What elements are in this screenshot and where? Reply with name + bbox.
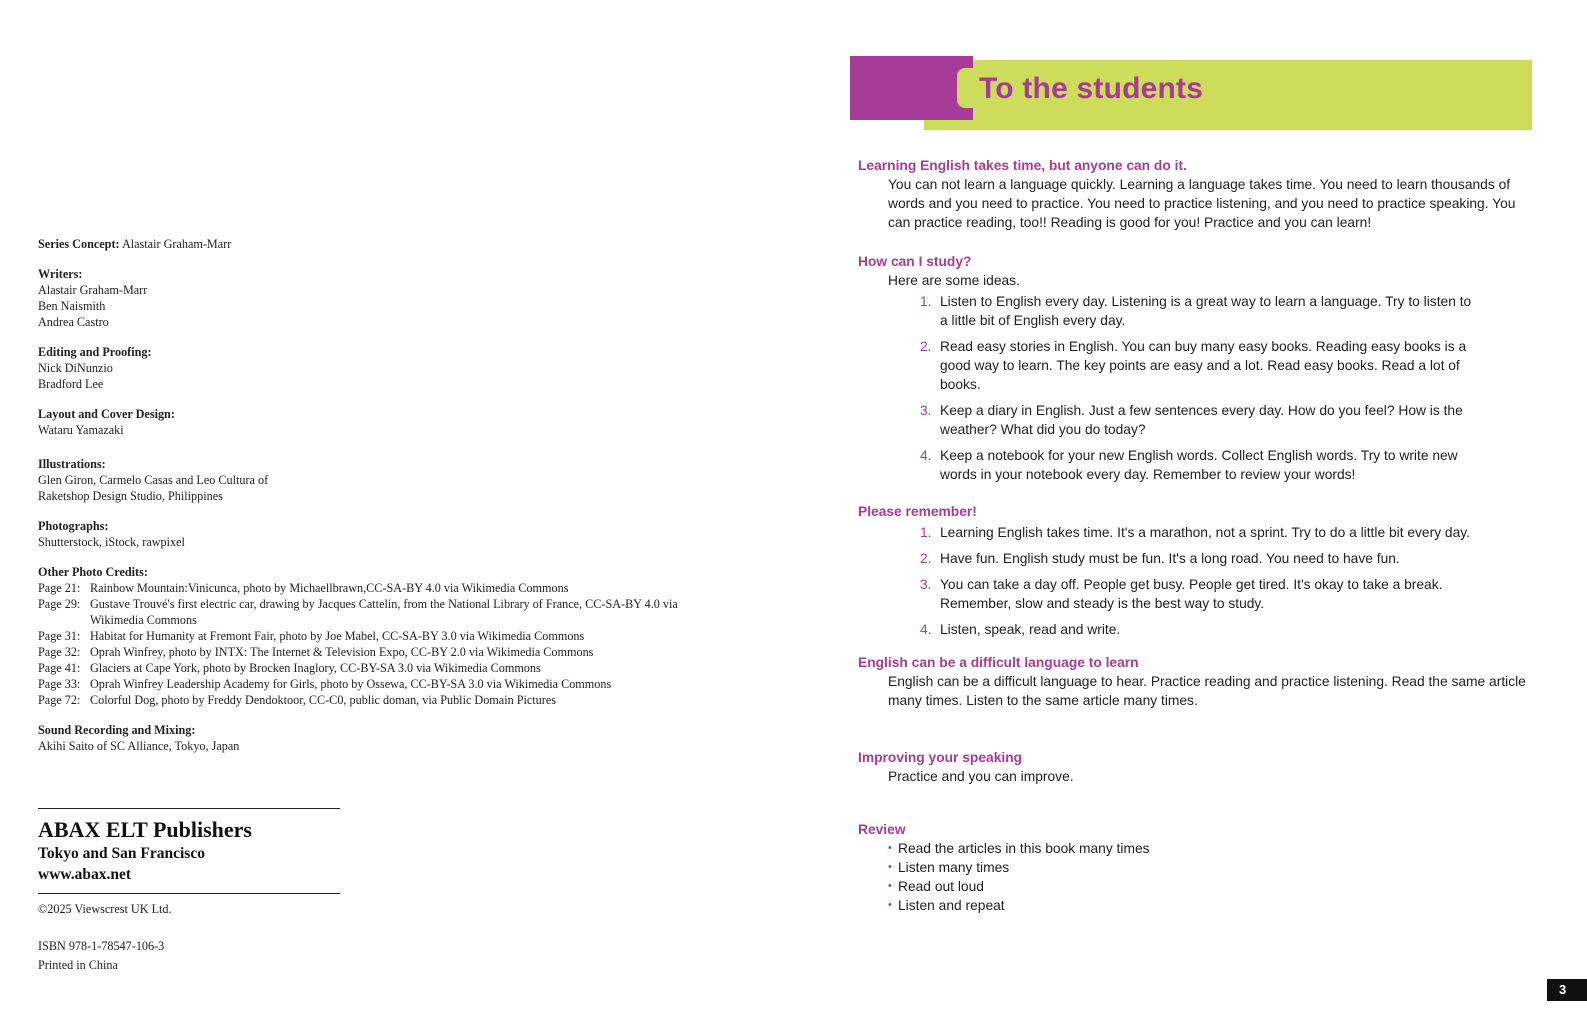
sound-block <box>38 722 778 754</box>
ideas-list <box>920 292 1474 484</box>
credit-line: Page 32: Oprah Winfrey, photo by INTX: The Internet & Television Expo, CC-BY 2.0 via Wikimedia Commons <box>38 645 594 659</box>
editing-block <box>38 344 778 392</box>
editing-heading: Editing and Proofing: <box>38 345 152 359</box>
credit-line: Page 21: Rainbow Mountain:Vinicunca, photo by Michaellbrawn,CC-SA-BY 4.0 via Wikimedia Commons <box>38 581 569 595</box>
illustrations-block <box>38 456 778 504</box>
illustrations-line: Glen Giron, Carmelo Casas and Leo Cultura of <box>38 473 269 487</box>
printed-in: Printed in China <box>38 958 118 972</box>
section-heading: Improving your speaking <box>858 750 1023 765</box>
photographs-heading: Photographs: <box>38 519 109 533</box>
writer-name: Alastair Graham-Marr <box>38 283 148 297</box>
section-heading: Please remember! <box>858 504 977 519</box>
writer-name: Ben Naismith <box>38 299 106 313</box>
list-item: • Listen and repeat <box>888 896 1538 915</box>
photographs-line: Shutterstock, iStock, rawpixel <box>38 535 185 549</box>
section-improving-speaking <box>858 748 1538 786</box>
publisher-url[interactable]: www.abax.net <box>38 866 132 883</box>
section-heading: Learning English takes time, but anyone can do it. <box>858 158 1187 173</box>
designer-name: Wataru Yamazaki <box>38 423 124 437</box>
list-item: 1. Learning English takes time. It's a marathon, not a sprint. Try to do a little bit every day. <box>920 525 1470 540</box>
divider <box>38 893 340 894</box>
divider <box>38 808 340 809</box>
editor-name: Nick DiNunzio <box>38 361 113 375</box>
remember-list <box>920 523 1474 639</box>
list-item: • Read out loud <box>888 877 1538 896</box>
credit-line: Page 33: Oprah Winfrey Leadership Academy for Girls, photo by Ossewa, CC-BY-SA 3.0 via Wikimedia Commons <box>38 677 612 691</box>
publisher-block <box>38 808 340 975</box>
section-heading: Review <box>858 822 906 837</box>
review-list <box>888 839 1538 915</box>
other-credits-heading: Other Photo Credits: <box>38 565 148 579</box>
list-item: 4. Listen, speak, read and write. <box>920 622 1121 637</box>
banner-tab <box>957 68 981 108</box>
list-item: 3. Keep a diary in English. Just a few sentences every day. How do you feel? How is the weather? What did you do today? <box>920 403 1463 437</box>
section-learning-takes-time <box>858 156 1538 232</box>
section-intro: Here are some ideas. <box>888 273 1020 288</box>
writers-heading: Writers: <box>38 267 83 281</box>
list-item: 3. You can take a day off. People get busy. People get tired. It's okay to take a break. Remember, slow and steady is the best way to study. <box>920 577 1443 611</box>
list-item: 4. Keep a notebook for your new English words. Collect English words. Try to write new words in your notebook every day. Remember to review your words! <box>920 448 1458 482</box>
list-item: 2. Read easy stories in English. You can buy many easy books. Reading easy books is a good way to learn. The key points are easy and a lot. Read easy books. Read a lot of books. <box>920 339 1467 392</box>
photographs-block <box>38 518 778 550</box>
writer-name: Andrea Castro <box>38 315 109 329</box>
editor-name: Bradford Lee <box>38 377 104 391</box>
credit-line: Page 72: Colorful Dog, photo by Freddy Dendoktoor, CC-C0, public doman, via Public Domain Pictures <box>38 693 556 707</box>
sound-heading: Sound Recording and Mixing: <box>38 723 196 737</box>
section-heading: How can I study? <box>858 254 972 269</box>
section-please-remember <box>858 502 1538 639</box>
page-number: 3 <box>1547 979 1587 1001</box>
other-credits-block <box>38 564 778 708</box>
list-item: 1. Listen to English every day. Listening is a great way to learn a language. Try to listen to a little bit of English every day. <box>920 294 1472 328</box>
layout-heading: Layout and Cover Design: <box>38 407 175 421</box>
credit-line: Page 29: Gustave Trouvé's first electric car, drawing by Jacques Cattelin, from the National Library of France, CC-SA-BY 4.0 via Wikimedia Commons <box>38 597 678 627</box>
section-text: English can be a difficult language to hear. Practice reading and practice listening. Read the same article many times. Listen to the same article many times. <box>888 674 1526 708</box>
illustrations-heading: Illustrations: <box>38 457 106 471</box>
section-difficult-language <box>858 653 1538 710</box>
section-heading: English can be a difficult language to learn <box>858 655 1139 670</box>
copyright: ©2025 Viewscrest UK Ltd. <box>38 902 172 916</box>
page-title: To the students <box>979 72 1204 105</box>
writers-block <box>38 266 778 330</box>
publisher-city: Tokyo and San Francisco <box>38 845 205 862</box>
isbn: ISBN 978-1-78547-106-3 <box>38 939 165 953</box>
publisher-name: ABAX ELT Publishers <box>38 817 252 842</box>
section-review <box>858 820 1538 915</box>
credit-line: Page 31: Habitat for Humanity at Fremont Fair, photo by Joe Mabel, CC-SA-BY 3.0 via Wikimedia Commons <box>38 629 585 643</box>
layout-block <box>38 406 778 438</box>
series-concept: Series Concept: Alastair Graham-Marr <box>38 237 232 251</box>
title-banner <box>850 56 1532 130</box>
section-how-to-study <box>858 252 1538 484</box>
illustrations-line: Raketshop Design Studio, Philippines <box>38 489 223 503</box>
banner-purple-block <box>850 56 973 120</box>
credits-column <box>38 236 778 768</box>
sound-line: Akihi Saito of SC Alliance, Tokyo, Japan <box>38 739 240 753</box>
list-item: 2. Have fun. English study must be fun. It's a long road. You need to have fun. <box>920 551 1400 566</box>
section-text: You can not learn a language quickly. Learning a language takes time. You need to learn thousands of words and you need to practice. You need to practice listening, and you need to practice speaking. You can practice reading, too!! Reading is good for you! Practice and you can learn! <box>888 177 1516 230</box>
students-content <box>858 156 1538 915</box>
credit-line: Page 41: Glaciers at Cape York, photo by Brocken Inaglory, CC-BY-SA 3.0 via Wikimedia Commons <box>38 661 541 675</box>
section-text: Practice and you can improve. <box>888 769 1074 784</box>
list-item: • Listen many times <box>888 858 1538 877</box>
list-item: • Read the articles in this book many times <box>888 839 1538 858</box>
